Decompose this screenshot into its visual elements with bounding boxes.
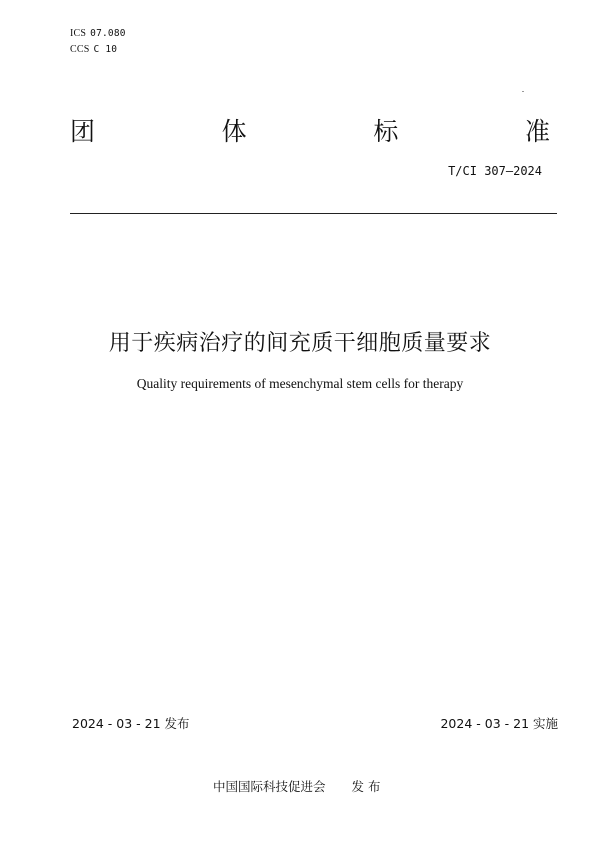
ccs-code	[70, 44, 117, 55]
ccs-label: CCS	[70, 44, 90, 55]
standard-type-char-3: 标	[373, 117, 399, 146]
standard-type-char-1: 团	[70, 117, 96, 146]
standard-type-char-4: 准	[524, 117, 550, 146]
publish-date: 2024 - 03 - 21 发布	[72, 716, 190, 731]
ics-label: ICS	[70, 28, 87, 39]
document-title-chinese: 用于疾病治疗的间充质干细胞质量要求	[108, 331, 492, 356]
scan-speck	[522, 91, 524, 92]
ics-code	[70, 28, 126, 39]
implementation-date: 2024 - 03 - 21 实施	[440, 716, 558, 731]
issuer-action: 发 布	[351, 779, 381, 794]
standard-number: T/CI 307—2024	[448, 164, 542, 178]
issuer-name: 中国国际科技促进会	[213, 779, 326, 794]
ccs-value: C 10	[93, 44, 118, 55]
header-divider	[70, 213, 557, 214]
issuer-line	[213, 777, 381, 795]
standard-type-heading	[70, 114, 550, 150]
document-title-english: Quality requirements of mesenchymal stem cells for therapy	[136, 376, 464, 391]
standard-type-char-2: 体	[221, 117, 247, 146]
ics-value: 07.080	[90, 28, 126, 39]
